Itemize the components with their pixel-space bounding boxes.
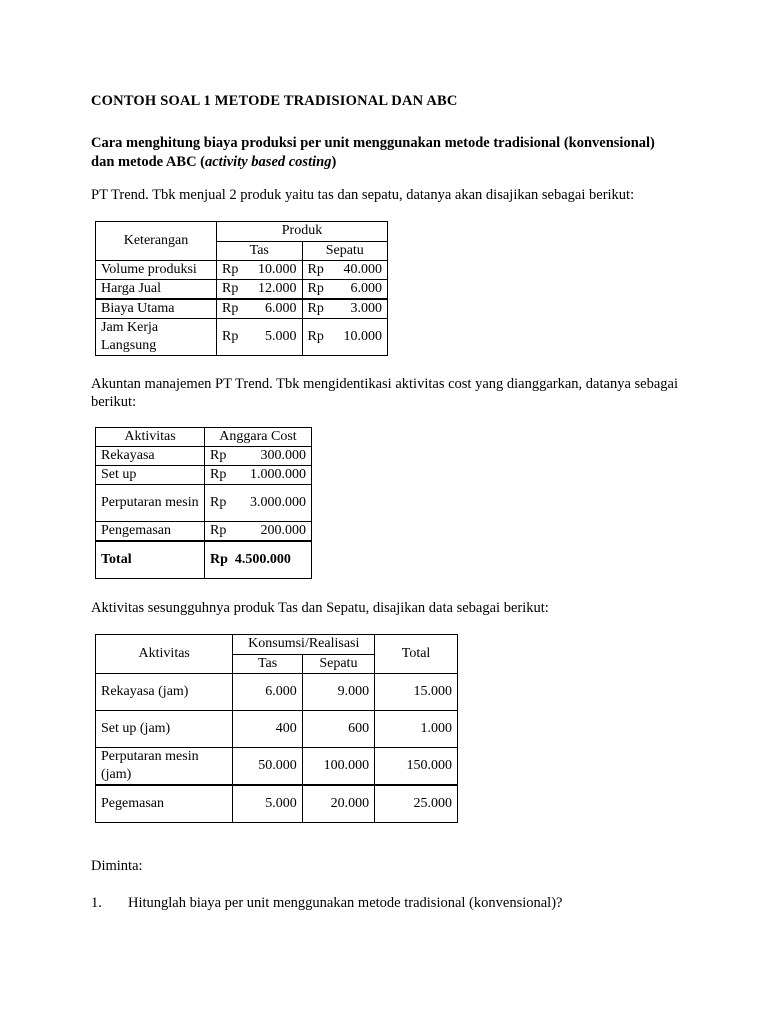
table-row <box>96 522 312 542</box>
row-label: Jam Kerja Langsung <box>96 319 217 356</box>
total-cell <box>205 541 312 579</box>
budget-value: 200.000 <box>260 523 306 538</box>
row-label: Pengemasan <box>96 522 205 542</box>
value-cell <box>205 447 312 466</box>
header-aktivitas: Aktivitas <box>96 635 233 674</box>
product-table <box>95 221 388 356</box>
currency-label: Rp <box>210 467 227 482</box>
row-label: Set up (jam) <box>96 711 233 748</box>
total-value: 25.000 <box>375 785 458 823</box>
sepatu-value: 20.000 <box>302 785 374 823</box>
table-row <box>96 785 458 823</box>
total-value: 1.000 <box>375 711 458 748</box>
realization-paragraph: Aktivitas sesungguhnya produk Tas dan Sepatu, disajikan data sebagai berikut: <box>91 600 549 616</box>
tas-cell <box>217 299 303 319</box>
total-row <box>96 541 312 579</box>
table-row <box>96 485 312 522</box>
subtitle-close: ) <box>331 154 337 170</box>
currency-label: Rp <box>307 281 324 296</box>
total-value: 150.000 <box>375 748 458 786</box>
document-subtitle <box>91 134 681 172</box>
currency-label: Rp <box>307 262 324 277</box>
sepatu-cell <box>302 319 388 356</box>
header-tas: Tas <box>217 241 303 261</box>
currency-label: Rp <box>222 329 239 344</box>
currency-label: Rp <box>222 281 239 296</box>
tas-value: 5.000 <box>265 329 297 344</box>
currency-label: Rp <box>307 301 324 316</box>
table-row <box>96 280 388 300</box>
row-label: Volume produksi <box>96 261 217 280</box>
subtitle-text: Cara menghitung biaya produksi per unit menggunakan metode tradisional (konvensional) dan metode ABC ( <box>91 135 655 170</box>
currency-label: Rp <box>210 552 228 567</box>
header-sepatu: Sepatu <box>302 654 374 674</box>
question-text: Hitunglah biaya per unit menggunakan metode tradisional (konvensional)? <box>128 895 563 911</box>
tas-value: 6.000 <box>233 674 302 711</box>
sepatu-value: 6.000 <box>350 281 382 296</box>
subtitle-italic: activity based costing <box>205 154 332 170</box>
header-tas: Tas <box>233 654 302 674</box>
activity-budget-table <box>95 427 312 579</box>
currency-label: Rp <box>222 301 239 316</box>
table-row <box>96 319 388 356</box>
row-label: Set up <box>96 466 205 485</box>
budget-paragraph: Akuntan manajemen PT Trend. Tbk mengidentikasi aktivitas cost yang dianggarkan, datanya sebagai berikut: <box>91 376 678 410</box>
header-keterangan: Keterangan <box>96 222 217 261</box>
header-produk: Produk <box>217 222 388 242</box>
budget-value: 1.000.000 <box>250 467 306 482</box>
row-label: Perputaran mesin (jam) <box>96 748 233 786</box>
tas-cell <box>217 261 303 280</box>
total-value: 15.000 <box>375 674 458 711</box>
budget-value: 3.000.000 <box>250 495 306 510</box>
sepatu-cell <box>302 261 388 280</box>
table-row <box>96 447 312 466</box>
currency-label: Rp <box>210 495 227 510</box>
row-label: Biaya Utama <box>96 299 217 319</box>
header-konsumsi: Konsumsi/Realisasi <box>233 635 375 655</box>
value-cell <box>205 485 312 522</box>
header-total: Total <box>375 635 458 674</box>
document-title: CONTOH SOAL 1 METODE TRADISIONAL DAN ABC <box>91 93 458 109</box>
table-row <box>96 299 388 319</box>
budget-value: 300.000 <box>260 448 306 463</box>
header-anggaran: Anggara Cost <box>205 428 312 447</box>
sepatu-cell <box>302 299 388 319</box>
sepatu-value: 40.000 <box>343 262 382 277</box>
row-label: Pegemasan <box>96 785 233 823</box>
header-sepatu: Sepatu <box>302 241 388 261</box>
diminta-label: Diminta: <box>91 858 143 874</box>
sepatu-value: 9.000 <box>302 674 374 711</box>
currency-label: Rp <box>210 523 227 538</box>
sepatu-value: 3.000 <box>350 301 382 316</box>
table-row <box>96 748 458 786</box>
sepatu-value: 10.000 <box>343 329 382 344</box>
table-row <box>96 261 388 280</box>
sepatu-cell <box>302 280 388 300</box>
total-value: 4.500.000 <box>234 552 291 567</box>
activity-realization-table <box>95 634 458 823</box>
tas-value: 6.000 <box>265 301 297 316</box>
row-label: Rekayasa <box>96 447 205 466</box>
row-label: Perputaran mesin <box>96 485 205 522</box>
sepatu-value: 600 <box>302 711 374 748</box>
tas-value: 50.000 <box>233 748 302 786</box>
table-row <box>96 466 312 485</box>
total-label: Total <box>96 541 205 579</box>
table-row <box>96 674 458 711</box>
intro-paragraph: PT Trend. Tbk menjual 2 produk yaitu tas dan sepatu, datanya akan disajikan sebagai berikut: <box>91 187 635 203</box>
value-cell <box>205 466 312 485</box>
header-aktivitas: Aktivitas <box>96 428 205 447</box>
tas-value: 5.000 <box>233 785 302 823</box>
tas-cell <box>217 319 303 356</box>
tas-value: 12.000 <box>258 281 297 296</box>
tas-value: 400 <box>233 711 302 748</box>
currency-label: Rp <box>210 448 227 463</box>
sepatu-value: 100.000 <box>302 748 374 786</box>
tas-cell <box>217 280 303 300</box>
currency-label: Rp <box>307 329 324 344</box>
tas-value: 10.000 <box>258 262 297 277</box>
row-label: Rekayasa (jam) <box>96 674 233 711</box>
question-number: 1. <box>91 895 102 911</box>
value-cell <box>205 522 312 542</box>
row-label: Harga Jual <box>96 280 217 300</box>
table-row <box>96 711 458 748</box>
currency-label: Rp <box>222 262 239 277</box>
